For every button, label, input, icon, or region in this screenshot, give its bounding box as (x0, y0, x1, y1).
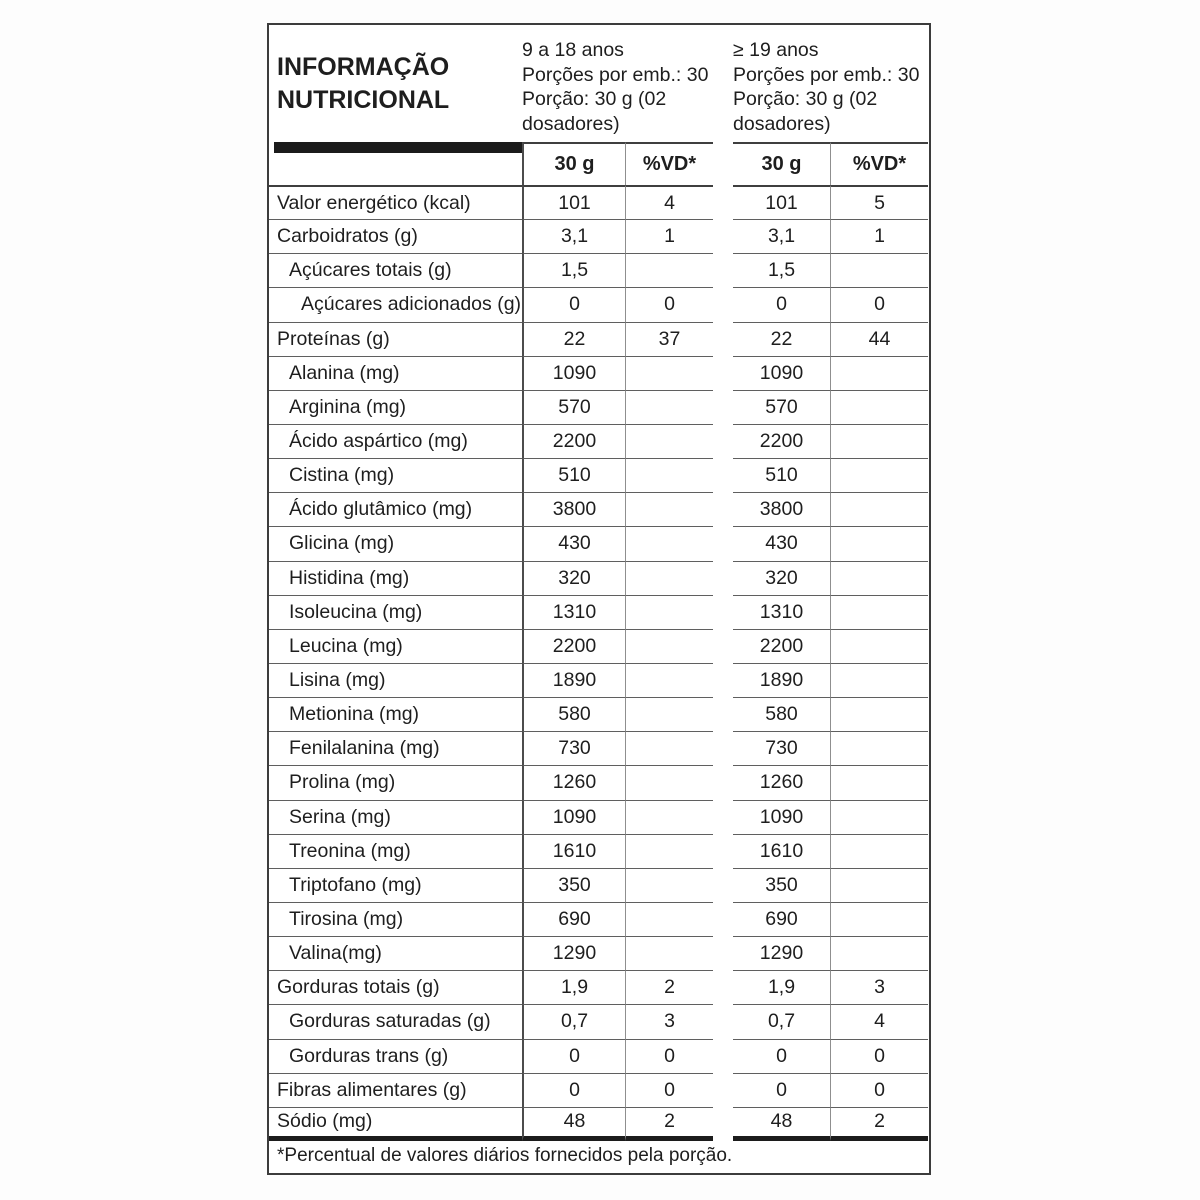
nutrient-name: Metionina (mg) (269, 697, 522, 731)
value-dv-19plus (830, 356, 928, 390)
value-amount-19plus: 3,1 (733, 219, 830, 253)
value-amount-9-18: 570 (522, 390, 625, 424)
column-gap (713, 356, 733, 390)
value-dv-9-18 (625, 526, 713, 560)
nutrient-name: Carboidratos (g) (269, 219, 522, 253)
value-dv-19plus: 0 (830, 1073, 928, 1107)
nutrient-name: Isoleucina (mg) (269, 595, 522, 629)
value-amount-9-18: 1090 (522, 356, 625, 390)
value-amount-19plus: 510 (733, 458, 830, 492)
age-group-header-19plus (733, 25, 928, 142)
nutrient-name: Ácido aspártico (mg) (269, 424, 522, 458)
column-gap (713, 1073, 733, 1107)
value-dv-9-18: 37 (625, 322, 713, 356)
value-dv-19plus: 5 (830, 185, 928, 219)
value-amount-19plus: 320 (733, 561, 830, 595)
value-dv-9-18 (625, 902, 713, 936)
value-dv-9-18 (625, 868, 713, 902)
value-amount-19plus: 0,7 (733, 1004, 830, 1038)
value-dv-19plus: 0 (830, 1039, 928, 1073)
nutrient-row (269, 458, 929, 492)
nutrient-name: Gorduras saturadas (g) (269, 1004, 522, 1038)
value-dv-9-18 (625, 800, 713, 834)
value-dv-19plus (830, 595, 928, 629)
value-amount-9-18: 430 (522, 526, 625, 560)
nutrient-name: Valina(mg) (269, 936, 522, 970)
header-bar-cell (269, 142, 522, 185)
serving-size: Porção: 30 g (02 dosadores) (522, 88, 667, 135)
value-amount-19plus: 1290 (733, 936, 830, 970)
value-amount-9-18: 3800 (522, 492, 625, 526)
value-dv-9-18: 2 (625, 970, 713, 1004)
nutrient-row (269, 526, 929, 560)
value-amount-19plus: 3800 (733, 492, 830, 526)
value-amount-19plus: 1260 (733, 765, 830, 799)
column-gap (713, 1107, 733, 1141)
header-divider-bar (274, 142, 522, 153)
value-amount-19plus: 0 (733, 287, 830, 321)
nutrient-name: Açúcares totais (g) (269, 253, 522, 287)
value-dv-9-18 (625, 390, 713, 424)
panel-title: INFORMAÇÃO NUTRICIONAL (277, 53, 450, 114)
column-gap (713, 697, 733, 731)
value-dv-9-18: 4 (625, 185, 713, 219)
value-dv-19plus (830, 561, 928, 595)
nutrient-row (269, 765, 929, 799)
value-dv-19plus: 3 (830, 970, 928, 1004)
nutrient-name: Açúcares adicionados (g) (269, 287, 522, 321)
nutrition-facts-panel (267, 23, 931, 1175)
column-gap (713, 287, 733, 321)
nutrient-row (269, 219, 929, 253)
value-dv-19plus (830, 458, 928, 492)
value-amount-19plus: 730 (733, 731, 830, 765)
value-dv-9-18: 3 (625, 1004, 713, 1038)
value-dv-19plus (830, 697, 928, 731)
value-dv-9-18: 0 (625, 1039, 713, 1073)
age-group-header-9-18 (522, 25, 733, 142)
age-range: 9 a 18 anos (522, 39, 624, 61)
column-gap (713, 1039, 733, 1073)
value-amount-19plus: 1310 (733, 595, 830, 629)
value-amount-19plus: 1,5 (733, 253, 830, 287)
footnote: *Percentual de valores diários fornecidos pela porção. (277, 1145, 733, 1166)
nutrient-row (269, 1039, 929, 1073)
value-amount-9-18: 1310 (522, 595, 625, 629)
column-gap (713, 629, 733, 663)
value-amount-9-18: 0 (522, 1039, 625, 1073)
nutrient-name: Arginina (mg) (269, 390, 522, 424)
column-gap (713, 595, 733, 629)
value-dv-9-18 (625, 458, 713, 492)
value-dv-9-18 (625, 834, 713, 868)
value-amount-19plus: 48 (733, 1107, 830, 1141)
nutrient-name: Leucina (mg) (269, 629, 522, 663)
nutrient-row (269, 1004, 929, 1038)
value-dv-19plus (830, 834, 928, 868)
value-dv-9-18 (625, 731, 713, 765)
nutrient-row (269, 902, 929, 936)
value-amount-19plus: 690 (733, 902, 830, 936)
value-amount-9-18: 730 (522, 731, 625, 765)
value-amount-9-18: 1260 (522, 765, 625, 799)
value-dv-19plus: 1 (830, 219, 928, 253)
value-dv-19plus: 0 (830, 287, 928, 321)
nutrient-name: Lisina (mg) (269, 663, 522, 697)
nutrient-name: Treonina (mg) (269, 834, 522, 868)
nutrient-row (269, 629, 929, 663)
nutrient-name: Fibras alimentares (g) (269, 1073, 522, 1107)
value-amount-19plus: 1090 (733, 356, 830, 390)
column-gap (713, 868, 733, 902)
value-amount-9-18: 1610 (522, 834, 625, 868)
column-gap (713, 185, 733, 219)
value-dv-19plus: 4 (830, 1004, 928, 1038)
value-dv-19plus (830, 663, 928, 697)
column-header-dv-9-18: %VD* (625, 142, 713, 185)
nutrient-row (269, 800, 929, 834)
column-gap (713, 458, 733, 492)
nutrient-name: Proteínas (g) (269, 322, 522, 356)
value-amount-9-18: 690 (522, 902, 625, 936)
column-gap (713, 142, 733, 185)
value-amount-19plus: 1090 (733, 800, 830, 834)
nutrient-row (269, 424, 929, 458)
value-dv-9-18 (625, 253, 713, 287)
nutrient-row (269, 356, 929, 390)
column-gap (713, 219, 733, 253)
value-amount-9-18: 1090 (522, 800, 625, 834)
column-gap (713, 492, 733, 526)
value-dv-19plus (830, 800, 928, 834)
value-amount-9-18: 0 (522, 1073, 625, 1107)
value-dv-19plus (830, 526, 928, 560)
column-gap (713, 663, 733, 697)
value-dv-9-18 (625, 356, 713, 390)
value-amount-9-18: 510 (522, 458, 625, 492)
value-dv-19plus: 2 (830, 1107, 928, 1141)
value-amount-9-18: 101 (522, 185, 625, 219)
value-dv-9-18 (625, 424, 713, 458)
value-dv-9-18 (625, 561, 713, 595)
column-gap (713, 322, 733, 356)
nutrient-name: Gorduras trans (g) (269, 1039, 522, 1073)
nutrient-row (269, 185, 929, 219)
nutrient-row (269, 253, 929, 287)
nutrient-name: Fenilalanina (mg) (269, 731, 522, 765)
column-gap (713, 834, 733, 868)
value-dv-9-18 (625, 629, 713, 663)
column-gap (713, 970, 733, 1004)
value-amount-9-18: 3,1 (522, 219, 625, 253)
column-header-dv-19plus: %VD* (830, 142, 928, 185)
nutrient-row (269, 868, 929, 902)
column-gap (713, 731, 733, 765)
nutrient-rows (269, 185, 929, 1141)
nutrient-name: Prolina (mg) (269, 765, 522, 799)
nutrient-name: Gorduras totais (g) (269, 970, 522, 1004)
value-amount-19plus: 1890 (733, 663, 830, 697)
nutrient-name: Glicina (mg) (269, 526, 522, 560)
nutrient-row (269, 287, 929, 321)
column-header-amount-9-18: 30 g (522, 142, 625, 185)
value-amount-9-18: 1890 (522, 663, 625, 697)
value-amount-19plus: 0 (733, 1039, 830, 1073)
value-amount-9-18: 2200 (522, 424, 625, 458)
value-dv-19plus (830, 731, 928, 765)
column-gap (713, 1004, 733, 1038)
value-amount-9-18: 1,9 (522, 970, 625, 1004)
nutrient-row (269, 731, 929, 765)
nutrient-row (269, 834, 929, 868)
value-dv-9-18 (625, 936, 713, 970)
value-amount-19plus: 1610 (733, 834, 830, 868)
value-dv-9-18 (625, 595, 713, 629)
value-dv-19plus (830, 492, 928, 526)
value-amount-9-18: 350 (522, 868, 625, 902)
value-dv-19plus (830, 253, 928, 287)
value-amount-19plus: 570 (733, 390, 830, 424)
value-dv-9-18 (625, 765, 713, 799)
column-header-amount-19plus: 30 g (733, 142, 830, 185)
value-dv-9-18 (625, 663, 713, 697)
value-dv-19plus (830, 936, 928, 970)
nutrient-row (269, 492, 929, 526)
nutrient-name: Sódio (mg) (269, 1107, 522, 1141)
nutrient-row (269, 697, 929, 731)
nutrient-row (269, 1073, 929, 1107)
value-amount-19plus: 2200 (733, 629, 830, 663)
column-gap (713, 800, 733, 834)
column-gap (713, 561, 733, 595)
value-amount-19plus: 580 (733, 697, 830, 731)
column-gap (713, 902, 733, 936)
nutrient-row (269, 936, 929, 970)
value-dv-9-18: 0 (625, 287, 713, 321)
column-gap (713, 526, 733, 560)
value-amount-19plus: 0 (733, 1073, 830, 1107)
value-amount-19plus: 1,9 (733, 970, 830, 1004)
value-dv-9-18: 0 (625, 1073, 713, 1107)
nutrient-row (269, 390, 929, 424)
nutrient-row (269, 595, 929, 629)
nutrient-name: Serina (mg) (269, 800, 522, 834)
nutrient-row (269, 561, 929, 595)
value-amount-9-18: 580 (522, 697, 625, 731)
value-amount-9-18: 0,7 (522, 1004, 625, 1038)
value-dv-19plus: 44 (830, 322, 928, 356)
value-dv-9-18: 2 (625, 1107, 713, 1141)
nutrient-row (269, 663, 929, 697)
value-dv-9-18 (625, 492, 713, 526)
value-amount-9-18: 0 (522, 287, 625, 321)
nutrient-name: Alanina (mg) (269, 356, 522, 390)
value-dv-19plus (830, 902, 928, 936)
value-dv-19plus (830, 629, 928, 663)
nutrient-name: Ácido glutâmico (mg) (269, 492, 522, 526)
servings-per-package: Porções por emb.: 30 (522, 63, 709, 86)
nutrient-name: Valor energético (kcal) (269, 185, 522, 219)
nutrient-name: Cistina (mg) (269, 458, 522, 492)
value-amount-9-18: 2200 (522, 629, 625, 663)
value-amount-9-18: 22 (522, 322, 625, 356)
column-gap (713, 390, 733, 424)
nutrient-name: Histidina (mg) (269, 561, 522, 595)
value-dv-19plus (830, 424, 928, 458)
value-amount-9-18: 1290 (522, 936, 625, 970)
value-amount-19plus: 430 (733, 526, 830, 560)
age-range: ≥ 19 anos (733, 39, 819, 61)
column-gap (713, 765, 733, 799)
column-header-row (269, 142, 929, 185)
servings-per-package: Porções por emb.: 30 (733, 63, 920, 86)
value-dv-9-18 (625, 697, 713, 731)
value-amount-19plus: 2200 (733, 424, 830, 458)
value-amount-9-18: 320 (522, 561, 625, 595)
column-gap (713, 936, 733, 970)
nutrient-row (269, 1107, 929, 1141)
nutrient-row (269, 322, 929, 356)
nutrient-row (269, 970, 929, 1004)
column-gap (713, 253, 733, 287)
panel-header (269, 25, 929, 142)
value-dv-19plus (830, 868, 928, 902)
value-dv-19plus (830, 390, 928, 424)
nutrient-name: Triptofano (mg) (269, 868, 522, 902)
value-amount-19plus: 22 (733, 322, 830, 356)
value-amount-19plus: 101 (733, 185, 830, 219)
column-gap (713, 424, 733, 458)
value-amount-9-18: 1,5 (522, 253, 625, 287)
nutrient-name: Tirosina (mg) (269, 902, 522, 936)
value-dv-9-18: 1 (625, 219, 713, 253)
serving-size: Porção: 30 g (02 dosadores) (733, 88, 878, 135)
value-dv-19plus (830, 765, 928, 799)
value-amount-9-18: 48 (522, 1107, 625, 1141)
value-amount-19plus: 350 (733, 868, 830, 902)
